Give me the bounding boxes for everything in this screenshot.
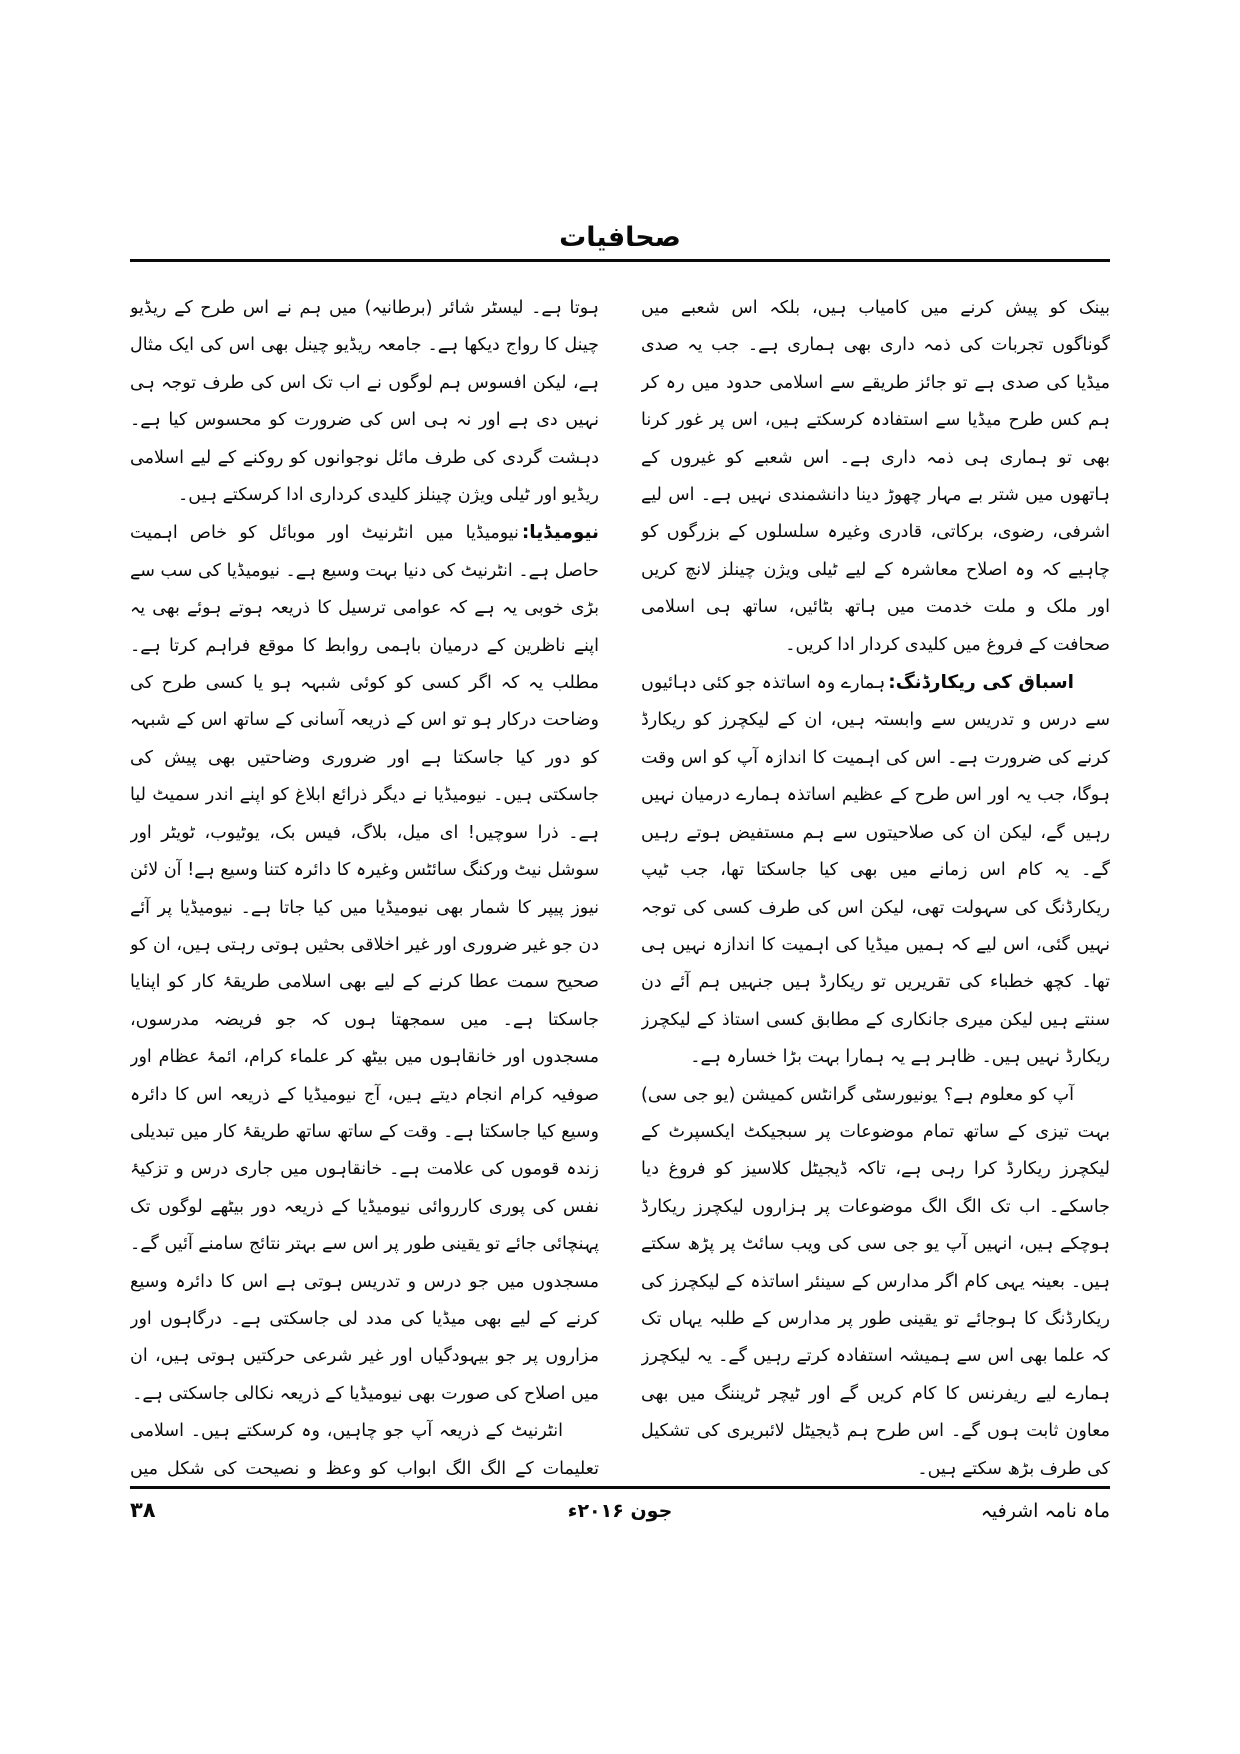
page-header: [130, 222, 1110, 262]
paragraph: [130, 290, 599, 514]
paragraph: [641, 1077, 1110, 1484]
paragraph: [641, 290, 1110, 664]
paragraph-text: ہمارے وہ اساتذہ جو کئی دہائیوں سے درس و تدریس سے وابستہ ہیں، ان کے لیکچرز کو ریکارڈ کرنے کی ضرورت ہے۔ اس کی اہمیت کا اندازہ آپ کو اس وقت ہوگا، جب یہ اور اس طرح کے عظیم اساتذہ ہمارے درمیان نہیں رہیں گے، لیکن ان کی صلاحیتوں سے ہم مستفیض ہوتے رہیں گے۔ یہ کام اس زمانے میں بھی کیا جاسکتا تھا، جب ٹیپ ریکارڈنگ کی سہولت تھی، لیکن اس کی طرف کسی کی توجہ نہیں گئی، اس لیے کہ ہمیں میڈیا کی اہمیت کا اندازہ نہیں ہی تھا۔ کچھ خطباء کی تقریریں تو ریکارڈ ہیں جنہیں ہم آئے دن سنتے ہیں لیکن میری جانکاری کے مطابق کسی استاذ کے لیکچرز ریکارڈ نہیں ہیں۔ ظاہر ہے یہ ہمارا بہت بڑا خسارہ ہے۔: [641, 673, 1110, 1068]
magazine-title: ماہ نامہ اشرفیہ: [980, 1500, 1110, 1522]
page-footer: [130, 1486, 1110, 1522]
paragraph-text: انٹرنیٹ کے ذریعہ آپ جو چاہیں، وہ کرسکتے ہیں۔ اسلامی تعلیمات کے الگ الگ ابواب کو وعظ و نصیحت کی شکل میں: [130, 1421, 599, 1479]
page-title: صحافیات: [559, 222, 681, 253]
paragraph: [130, 1413, 599, 1484]
article-body: [130, 290, 1110, 1484]
section-heading-lesson-recording: اسباق کی ریکارڈنگ:: [888, 672, 1074, 694]
column-first: [641, 290, 1110, 1484]
section-heading-new-media: نیومیڈیا:: [521, 522, 599, 544]
paragraph: [641, 664, 1110, 1076]
paragraph-text: آپ کو معلوم ہے؟ یونیورسٹی گرانٹس کمیشن (یو جی سی) بہت تیزی کے ساتھ تمام موضوعات پر سبجیکٹ ایکسپرٹ کے لیکچرز ریکارڈ کرا رہی ہے، تاکہ ڈیجیٹل کلاسیز کو فروغ دیا جاسکے۔ اب تک الگ الگ موضوعات پر ہزاروں لیکچرز ریکارڈ ہوچکے ہیں، انہیں آپ یو جی سی کی ویب سائٹ پر پڑھ سکتے ہیں۔ بعینہ یہی کام اگر مدارس کے سینئر اساتذہ کے لیکچرز کی ریکارڈنگ کا ہوجائے تو یقینی طور پر مدارس کے طلبہ یہاں تک کہ علما بھی اس سے ہمیشہ استفادہ کرتے رہیں گے۔ یہ لیکچرز ہمارے لیے ریفرنس کا کام کریں گے اور ٹیچر ٹریننگ میں بھی معاون ثابت ہوں گے۔ اس طرح ہم ڈیجیٹل لائبریری کی تشکیل کی طرف بڑھ سکتے ہیں۔: [641, 1084, 1110, 1479]
paragraph-text: ہوتا ہے۔ لیسٹر شائر (برطانیہ) میں ہم نے اس طرح کے ریڈیو چینل کا رواج دیکھا ہے۔ جامعہ ریڈیو چینل بھی اس کی ایک مثال ہے، لیکن افسوس ہم لوگوں نے اب تک اس کی طرف توجہ ہی نہیں دی ہے اور نہ ہی اس کی ضرورت کو محسوس کیا ہے۔ دہشت گردی کی طرف مائل نوجوانوں کو روکنے کے لیے اسلامی ریڈیو اور ٹیلی ویژن چینلز کلیدی کرداری ادا کرسکتے ہیں۔: [130, 298, 599, 506]
page-number: ۳۸: [129, 1498, 156, 1522]
column-second: [130, 290, 599, 1484]
paragraph: [130, 514, 599, 1413]
issue-date: جون ۲۰۱۶ء: [567, 1500, 673, 1522]
paragraph-text: نیومیڈیا میں انٹرنیٹ اور موبائل کو خاص اہمیت حاصل ہے۔ انٹرنیٹ کی دنیا بہت وسیع ہے۔ نیومیڈیا کی سب سے بڑی خوبی یہ ہے کہ عوامی ترسیل کا ذریعہ ہوتے ہوئے بھی یہ اپنے ناظرین کے درمیان باہمی روابط کا موقع فراہم کرتا ہے۔ مطلب یہ کہ اگر کسی کو کوئی شبہہ ہو یا کسی طرح کی وضاحت درکار ہو تو اس کے ذریعہ آسانی کے ساتھ اس کے شبہہ کو دور کیا جاسکتا ہے اور ضروری وضاحتیں بھی پیش کی جاسکتی ہیں۔ نیومیڈیا نے دیگر ذرائع ابلاغ کو اپنے اندر سمیٹ لیا ہے۔ ذرا سوچیں! ای میل، بلاگ، فیس بک، یوٹیوب، ٹویٹر اور سوشل نیٹ ورکنگ سائٹس وغیرہ کا دائرہ کتنا وسیع ہے! آن لائن نیوز پیپر کا شمار بھی نیومیڈیا میں کیا جاتا ہے۔ نیومیڈیا پر آئے دن جو غیر ضروری اور غیر اخلاقی بحثیں ہوتی رہتی ہیں، ان کو صحیح سمت عطا کرنے کے لیے بھی اسلامی طریقۂ کار کو اپنایا جاسکتا ہے۔ میں سمجھتا ہوں کہ جو فریضہ مدرسوں، مسجدوں اور خانقاہوں میں بیٹھ کر علماء کرام، ائمۂ عظام اور صوفیہ کرام انجام دیتے ہیں، آج نیومیڈیا کے ذریعہ اس کا دائرہ وسیع کیا جاسکتا ہے۔ وقت کے ساتھ ساتھ طریقۂ کار میں تبدیلی زندہ قوموں کی علامت ہے۔ خانقاہوں میں جاری درس و تزکیۂ نفس کی پوری کارروائی نیومیڈیا کے ذریعہ دور بیٹھے لوگوں تک پہنچائی جائے تو یقینی طور پر اس سے بہتر نتائج سامنے آئیں گے۔ مسجدوں میں جو درس و تدریس ہوتی ہے اس کا دائرہ وسیع کرنے کے لیے بھی میڈیا کی مدد لی جاسکتی ہے۔ درگاہوں اور مزاروں پر جو بیہودگیاں اور غیر شرعی حرکتیں ہوتی ہیں، ان میں اصلاح کی صورت بھی نیومیڈیا کے ذریعہ نکالی جاسکتی ہے۔: [130, 523, 599, 1404]
paragraph-text: بینک کو پیش کرنے میں کامیاب ہیں، بلکہ اس شعبے میں گوناگوں تجربات کی ذمہ داری بھی ہماری ہے۔ جب یہ صدی میڈیا کی صدی ہے تو جائز طریقے سے اسلامی حدود میں رہ کر ہم کس طرح میڈیا سے استفادہ کرسکتے ہیں، اس پر غور کرنا بھی تو ہماری ہی ذمہ داری ہے۔ اس شعبے کو غیروں کے ہاتھوں میں شتر بے مہار چھوڑ دینا دانشمندی نہیں ہے۔ اس لیے اشرفی، رضوی، برکاتی، قادری وغیرہ سلسلوں کے بزرگوں کو چاہیے کہ وہ اصلاح معاشرہ کے لیے ٹیلی ویژن چینلز لانچ کریں اور ملک و ملت خدمت میں ہاتھ بٹائیں، ساتھ ہی اسلامی صحافت کے فروغ میں کلیدی کردار ادا کریں۔: [641, 298, 1110, 655]
